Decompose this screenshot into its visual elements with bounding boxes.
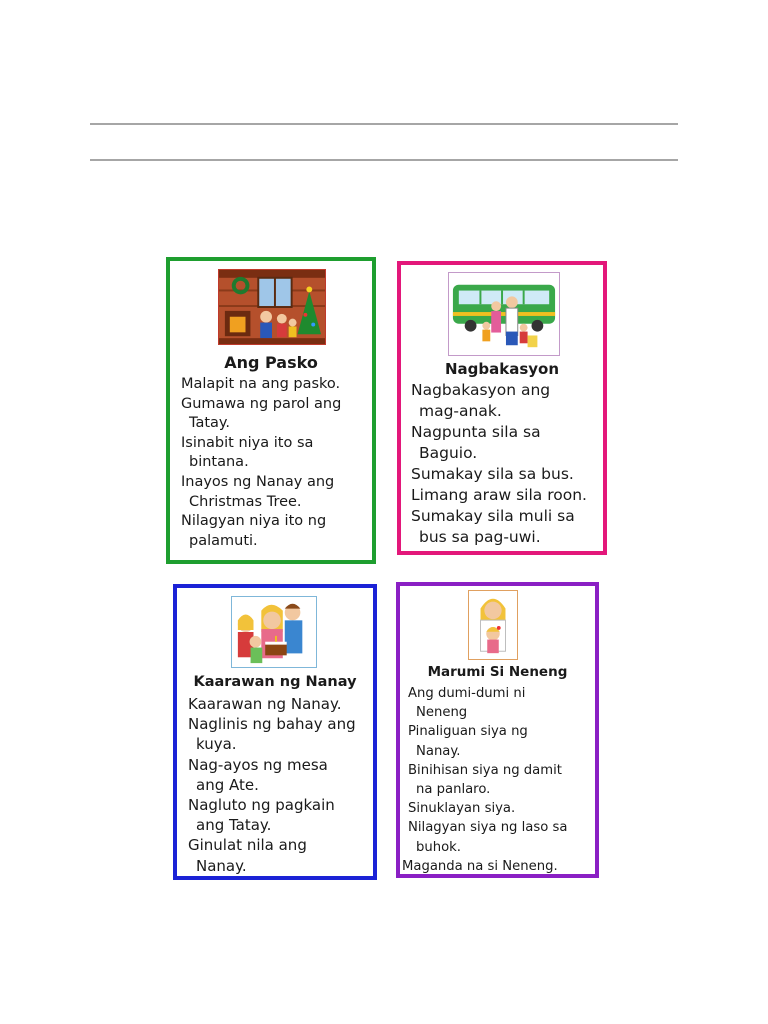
story-line: Neneng	[416, 705, 468, 721]
story-line: Christmas Tree.	[189, 493, 302, 510]
story-line: Sumakay sila muli sa	[411, 507, 575, 525]
birthday-family-icon	[231, 596, 317, 668]
story-line: palamuti.	[189, 532, 258, 549]
card-title: Ang Pasko	[224, 353, 318, 372]
story-line: Maganda na si Neneng.	[402, 858, 558, 874]
header-rule-top	[90, 123, 678, 125]
story-line: na panlaro.	[416, 782, 491, 798]
christmas-family-icon	[218, 269, 326, 345]
story-line: mag-anak.	[419, 402, 502, 420]
story-line: Kaarawan ng Nanay.	[188, 695, 342, 713]
story-line: Naglinis ng bahay ang	[188, 715, 356, 734]
card-title: Kaarawan ng Nanay	[193, 674, 357, 690]
story-line: ang Ate.	[196, 775, 259, 794]
story-line: Tatay.	[189, 415, 231, 432]
story-line: Limang araw sila roon.	[411, 486, 587, 504]
story-card-ang-pasko	[166, 257, 376, 564]
story-lines	[402, 684, 568, 876]
story-line: Sumakay sila sa bus.	[411, 465, 574, 483]
story-line: Sinuklayan siya.	[408, 801, 516, 817]
story-line: bintana.	[189, 454, 249, 471]
story-lines	[411, 380, 587, 548]
story-line: Nilagyan niya ito ng	[181, 513, 327, 530]
story-line: Ang dumi-dumi ni	[408, 686, 526, 701]
story-line: Pinaliguan siya ng	[408, 724, 528, 740]
card-title: Nagbakasyon	[444, 360, 560, 378]
story-line: buhok.	[416, 839, 461, 855]
story-card-marumi-si-neneng	[396, 582, 599, 878]
story-line: bus sa pag-uwi.	[419, 528, 541, 546]
bus-family-icon	[448, 272, 560, 356]
story-line: Nagluto ng pagkain	[188, 796, 335, 815]
mother-child-icon	[468, 590, 518, 660]
story-line: Gumawa ng parol ang	[181, 395, 342, 412]
story-card-kaarawan-ng-nanay	[173, 584, 377, 880]
story-line: Isinabit niya ito sa	[181, 434, 314, 451]
story-line: Inayos ng Nanay ang	[181, 473, 335, 490]
story-line: Binihisan siya ng damit	[408, 762, 562, 778]
story-line: ang Tatay.	[196, 816, 272, 835]
story-line: Nagpunta sila sa	[411, 423, 541, 441]
card-title: Marumi Si Neneng	[427, 664, 568, 680]
story-line: Ginulat nila ang	[188, 836, 307, 855]
story-line: Nilagyan siya ng laso sa	[408, 820, 568, 836]
story-line: Baguio.	[419, 444, 478, 462]
story-line: Nanay.	[416, 743, 461, 759]
story-line: Nagbakasyon ang	[411, 381, 551, 399]
story-lines	[188, 694, 356, 876]
story-line: kuya.	[196, 735, 237, 754]
story-line: Nanay.	[196, 856, 247, 875]
story-card-nagbakasyon	[397, 261, 607, 555]
story-line: Nag-ayos ng mesa	[188, 755, 328, 774]
story-lines	[181, 375, 341, 551]
story-line: Malapit na ang pasko.	[181, 376, 341, 392]
header-rule-bottom	[90, 159, 678, 161]
